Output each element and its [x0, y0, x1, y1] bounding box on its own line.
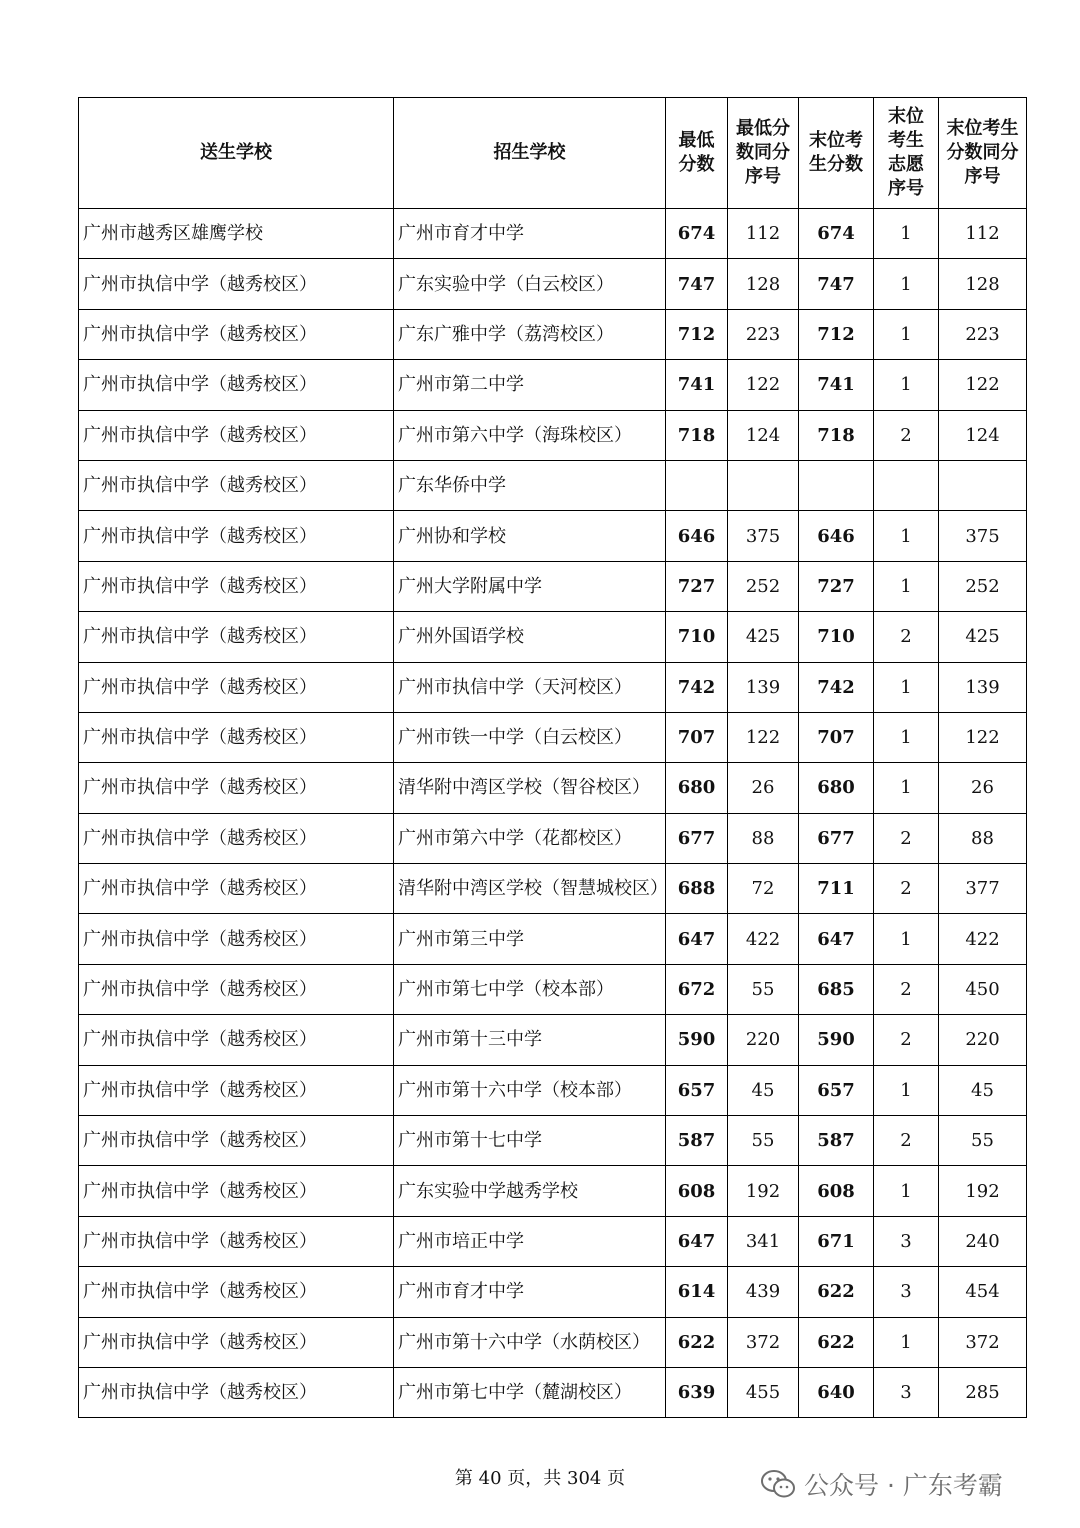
last-choice-cell [874, 460, 939, 510]
min-score-rank-cell: 112 [728, 209, 799, 259]
receiving-school-cell: 广州协和学校 [394, 511, 666, 561]
last-score-rank-cell: 454 [939, 1267, 1027, 1317]
min-score-rank-cell: 55 [728, 964, 799, 1014]
table-row [79, 511, 1027, 561]
header-receiving-school: 招生学校 [394, 98, 666, 209]
last-score-rank-cell: 285 [939, 1367, 1027, 1417]
min-score-rank-cell: 45 [728, 1065, 799, 1115]
last-score-rank-cell: 88 [939, 813, 1027, 863]
min-score-rank-cell: 88 [728, 813, 799, 863]
last-choice-cell: 1 [874, 1317, 939, 1367]
min-score-rank-cell: 220 [728, 1015, 799, 1065]
min-score-cell: 647 [666, 914, 728, 964]
last-score-rank-cell: 55 [939, 1116, 1027, 1166]
min-score-cell: 647 [666, 1216, 728, 1266]
min-score-rank-cell: 425 [728, 612, 799, 662]
table-row [79, 259, 1027, 309]
min-score-cell: 710 [666, 612, 728, 662]
receiving-school-cell: 广东广雅中学（荔湾校区） [394, 309, 666, 359]
receiving-school-cell: 广东实验中学（白云校区） [394, 259, 666, 309]
table-row [79, 964, 1027, 1014]
last-choice-cell: 1 [874, 360, 939, 410]
table-row [79, 1166, 1027, 1216]
last-choice-cell: 2 [874, 964, 939, 1014]
table-row [79, 1317, 1027, 1367]
header-min-score: 最低分数 [666, 98, 728, 209]
last-score-cell: 707 [799, 712, 874, 762]
table-row [79, 612, 1027, 662]
min-score-cell: 639 [666, 1367, 728, 1417]
last-choice-cell: 2 [874, 410, 939, 460]
last-choice-cell: 3 [874, 1267, 939, 1317]
receiving-school-cell: 广州市第三中学 [394, 914, 666, 964]
sending-school-cell: 广州市执信中学（越秀校区） [79, 1116, 394, 1166]
sending-school-cell: 广州市执信中学（越秀校区） [79, 1317, 394, 1367]
last-choice-cell: 1 [874, 259, 939, 309]
min-score-rank-cell: 192 [728, 1166, 799, 1216]
sending-school-cell: 广州市执信中学（越秀校区） [79, 964, 394, 1014]
min-score-cell: 646 [666, 511, 728, 561]
sending-school-cell: 广州市执信中学（越秀校区） [79, 410, 394, 460]
sending-school-cell: 广州市执信中学（越秀校区） [79, 763, 394, 813]
sending-school-cell: 广州市执信中学（越秀校区） [79, 1166, 394, 1216]
min-score-cell: 718 [666, 410, 728, 460]
min-score-rank-cell: 252 [728, 561, 799, 611]
min-score-rank-cell: 124 [728, 410, 799, 460]
table-row [79, 1367, 1027, 1417]
min-score-cell: 688 [666, 864, 728, 914]
header-last-score-rank: 末位考生分数同分序号 [939, 98, 1027, 209]
last-score-cell: 657 [799, 1065, 874, 1115]
min-score-cell: 742 [666, 662, 728, 712]
last-score-cell: 727 [799, 561, 874, 611]
min-score-rank-cell: 439 [728, 1267, 799, 1317]
header-sending-school: 送生学校 [79, 98, 394, 209]
table-row [79, 1216, 1027, 1266]
receiving-school-cell: 广州大学附属中学 [394, 561, 666, 611]
receiving-school-cell: 广州市第六中学（海珠校区） [394, 410, 666, 460]
last-choice-cell: 1 [874, 712, 939, 762]
last-choice-cell: 2 [874, 1116, 939, 1166]
table-row [79, 561, 1027, 611]
receiving-school-cell: 清华附中湾区学校（智慧城校区） [394, 864, 666, 914]
min-score-cell: 608 [666, 1166, 728, 1216]
min-score-rank-cell: 122 [728, 712, 799, 762]
last-score-cell: 747 [799, 259, 874, 309]
last-score-cell: 590 [799, 1015, 874, 1065]
last-score-rank-cell: 45 [939, 1065, 1027, 1115]
last-choice-cell: 1 [874, 1166, 939, 1216]
receiving-school-cell: 广州市第六中学（花都校区） [394, 813, 666, 863]
table-row [79, 1267, 1027, 1317]
receiving-school-cell: 广州市第二中学 [394, 360, 666, 410]
receiving-school-cell: 广东实验中学越秀学校 [394, 1166, 666, 1216]
min-score-rank-cell: 341 [728, 1216, 799, 1266]
last-score-rank-cell: 26 [939, 763, 1027, 813]
min-score-cell: 674 [666, 209, 728, 259]
admission-table [78, 97, 1027, 1418]
min-score-rank-cell: 72 [728, 864, 799, 914]
sending-school-cell: 广州市执信中学（越秀校区） [79, 309, 394, 359]
table-row [79, 763, 1027, 813]
min-score-cell [666, 460, 728, 510]
last-choice-cell: 2 [874, 612, 939, 662]
receiving-school-cell: 广州市第十六中学（水荫校区） [394, 1317, 666, 1367]
last-score-rank-cell: 122 [939, 712, 1027, 762]
receiving-school-cell: 广东华侨中学 [394, 460, 666, 510]
table-row [79, 813, 1027, 863]
last-score-cell: 718 [799, 410, 874, 460]
admission-table-container [78, 97, 1026, 1418]
table-row [79, 914, 1027, 964]
last-choice-cell: 2 [874, 1015, 939, 1065]
min-score-rank-cell: 55 [728, 1116, 799, 1166]
min-score-cell: 741 [666, 360, 728, 410]
min-score-cell: 657 [666, 1065, 728, 1115]
sending-school-cell: 广州市执信中学（越秀校区） [79, 662, 394, 712]
sending-school-cell: 广州市执信中学（越秀校区） [79, 1065, 394, 1115]
sending-school-cell: 广州市执信中学（越秀校区） [79, 1216, 394, 1266]
sending-school-cell: 广州市执信中学（越秀校区） [79, 612, 394, 662]
last-choice-cell: 2 [874, 813, 939, 863]
last-choice-cell: 1 [874, 309, 939, 359]
sending-school-cell: 广州市执信中学（越秀校区） [79, 259, 394, 309]
last-score-cell: 587 [799, 1116, 874, 1166]
last-score-cell: 622 [799, 1317, 874, 1367]
last-score-cell: 712 [799, 309, 874, 359]
receiving-school-cell: 广州市育才中学 [394, 1267, 666, 1317]
wechat-icon [760, 1469, 796, 1499]
receiving-school-cell: 广州市铁一中学（白云校区） [394, 712, 666, 762]
table-row [79, 864, 1027, 914]
last-score-rank-cell: 112 [939, 209, 1027, 259]
header-last-score: 末位考生分数 [799, 98, 874, 209]
receiving-school-cell: 广州市第十七中学 [394, 1116, 666, 1166]
sending-school-cell: 广州市执信中学（越秀校区） [79, 914, 394, 964]
min-score-rank-cell: 223 [728, 309, 799, 359]
min-score-rank-cell: 26 [728, 763, 799, 813]
last-choice-cell: 1 [874, 763, 939, 813]
last-score-cell: 711 [799, 864, 874, 914]
last-choice-cell: 1 [874, 914, 939, 964]
page-number: 第 40 页，共 304 页 [454, 1468, 626, 1489]
watermark [760, 1464, 1003, 1504]
last-score-rank-cell: 122 [939, 360, 1027, 410]
sending-school-cell: 广州市执信中学（越秀校区） [79, 712, 394, 762]
receiving-school-cell: 广州市第十六中学（校本部） [394, 1065, 666, 1115]
last-score-cell: 680 [799, 763, 874, 813]
receiving-school-cell: 广州市第十三中学 [394, 1015, 666, 1065]
last-choice-cell: 1 [874, 662, 939, 712]
sending-school-cell: 广州市执信中学（越秀校区） [79, 460, 394, 510]
watermark-text: 公众号 · 广东考霸 [804, 1471, 1003, 1500]
table-row [79, 410, 1027, 460]
last-choice-cell: 1 [874, 511, 939, 561]
last-score-cell: 742 [799, 662, 874, 712]
min-score-rank-cell: 122 [728, 360, 799, 410]
sending-school-cell: 广州市执信中学（越秀校区） [79, 511, 394, 561]
min-score-cell: 622 [666, 1317, 728, 1367]
last-choice-cell: 3 [874, 1367, 939, 1417]
last-score-rank-cell: 128 [939, 259, 1027, 309]
sending-school-cell: 广州市越秀区雄鹰学校 [79, 209, 394, 259]
table-row [79, 1065, 1027, 1115]
table-row [79, 1116, 1027, 1166]
receiving-school-cell: 广州市第七中学（麓湖校区） [394, 1367, 666, 1417]
last-score-cell [799, 460, 874, 510]
last-choice-cell: 3 [874, 1216, 939, 1266]
last-score-cell: 622 [799, 1267, 874, 1317]
min-score-rank-cell: 455 [728, 1367, 799, 1417]
min-score-cell: 677 [666, 813, 728, 863]
last-score-cell: 640 [799, 1367, 874, 1417]
last-score-rank-cell: 252 [939, 561, 1027, 611]
min-score-rank-cell: 139 [728, 662, 799, 712]
table-row [79, 1015, 1027, 1065]
table-body [79, 209, 1027, 1418]
header-min-score-rank: 最低分数同分序号 [728, 98, 799, 209]
min-score-rank-cell: 375 [728, 511, 799, 561]
last-score-rank-cell [939, 460, 1027, 510]
last-score-cell: 647 [799, 914, 874, 964]
last-score-cell: 685 [799, 964, 874, 1014]
last-score-cell: 710 [799, 612, 874, 662]
last-score-rank-cell: 375 [939, 511, 1027, 561]
table-row [79, 209, 1027, 259]
last-score-rank-cell: 377 [939, 864, 1027, 914]
last-score-cell: 646 [799, 511, 874, 561]
table-row [79, 460, 1027, 510]
min-score-rank-cell: 422 [728, 914, 799, 964]
min-score-cell: 727 [666, 561, 728, 611]
last-choice-cell: 1 [874, 1065, 939, 1115]
last-choice-cell: 1 [874, 561, 939, 611]
header-last-choice: 末位考生志愿序号 [874, 98, 939, 209]
min-score-cell: 672 [666, 964, 728, 1014]
table-row [79, 360, 1027, 410]
table-row [79, 712, 1027, 762]
last-score-cell: 671 [799, 1216, 874, 1266]
last-score-cell: 741 [799, 360, 874, 410]
table-row [79, 662, 1027, 712]
receiving-school-cell: 广州市执信中学（天河校区） [394, 662, 666, 712]
min-score-rank-cell: 128 [728, 259, 799, 309]
receiving-school-cell: 广州市育才中学 [394, 209, 666, 259]
last-score-rank-cell: 139 [939, 662, 1027, 712]
sending-school-cell: 广州市执信中学（越秀校区） [79, 1015, 394, 1065]
sending-school-cell: 广州市执信中学（越秀校区） [79, 360, 394, 410]
sending-school-cell: 广州市执信中学（越秀校区） [79, 864, 394, 914]
sending-school-cell: 广州市执信中学（越秀校区） [79, 1267, 394, 1317]
last-score-cell: 608 [799, 1166, 874, 1216]
last-score-rank-cell: 240 [939, 1216, 1027, 1266]
min-score-cell: 587 [666, 1116, 728, 1166]
last-score-rank-cell: 124 [939, 410, 1027, 460]
min-score-cell: 707 [666, 712, 728, 762]
last-score-rank-cell: 425 [939, 612, 1027, 662]
table-header-row [79, 98, 1027, 209]
last-choice-cell: 1 [874, 209, 939, 259]
receiving-school-cell: 广州外国语学校 [394, 612, 666, 662]
min-score-cell: 712 [666, 309, 728, 359]
receiving-school-cell: 广州市第七中学（校本部） [394, 964, 666, 1014]
last-score-rank-cell: 450 [939, 964, 1027, 1014]
last-choice-cell: 2 [874, 864, 939, 914]
min-score-cell: 680 [666, 763, 728, 813]
sending-school-cell: 广州市执信中学（越秀校区） [79, 561, 394, 611]
last-score-rank-cell: 372 [939, 1317, 1027, 1367]
min-score-cell: 747 [666, 259, 728, 309]
sending-school-cell: 广州市执信中学（越秀校区） [79, 1367, 394, 1417]
last-score-cell: 674 [799, 209, 874, 259]
min-score-cell: 590 [666, 1015, 728, 1065]
min-score-cell: 614 [666, 1267, 728, 1317]
last-score-rank-cell: 192 [939, 1166, 1027, 1216]
receiving-school-cell: 清华附中湾区学校（智谷校区） [394, 763, 666, 813]
last-score-rank-cell: 220 [939, 1015, 1027, 1065]
sending-school-cell: 广州市执信中学（越秀校区） [79, 813, 394, 863]
last-score-rank-cell: 422 [939, 914, 1027, 964]
receiving-school-cell: 广州市培正中学 [394, 1216, 666, 1266]
last-score-rank-cell: 223 [939, 309, 1027, 359]
table-row [79, 309, 1027, 359]
last-score-cell: 677 [799, 813, 874, 863]
min-score-rank-cell: 372 [728, 1317, 799, 1367]
min-score-rank-cell [728, 460, 799, 510]
